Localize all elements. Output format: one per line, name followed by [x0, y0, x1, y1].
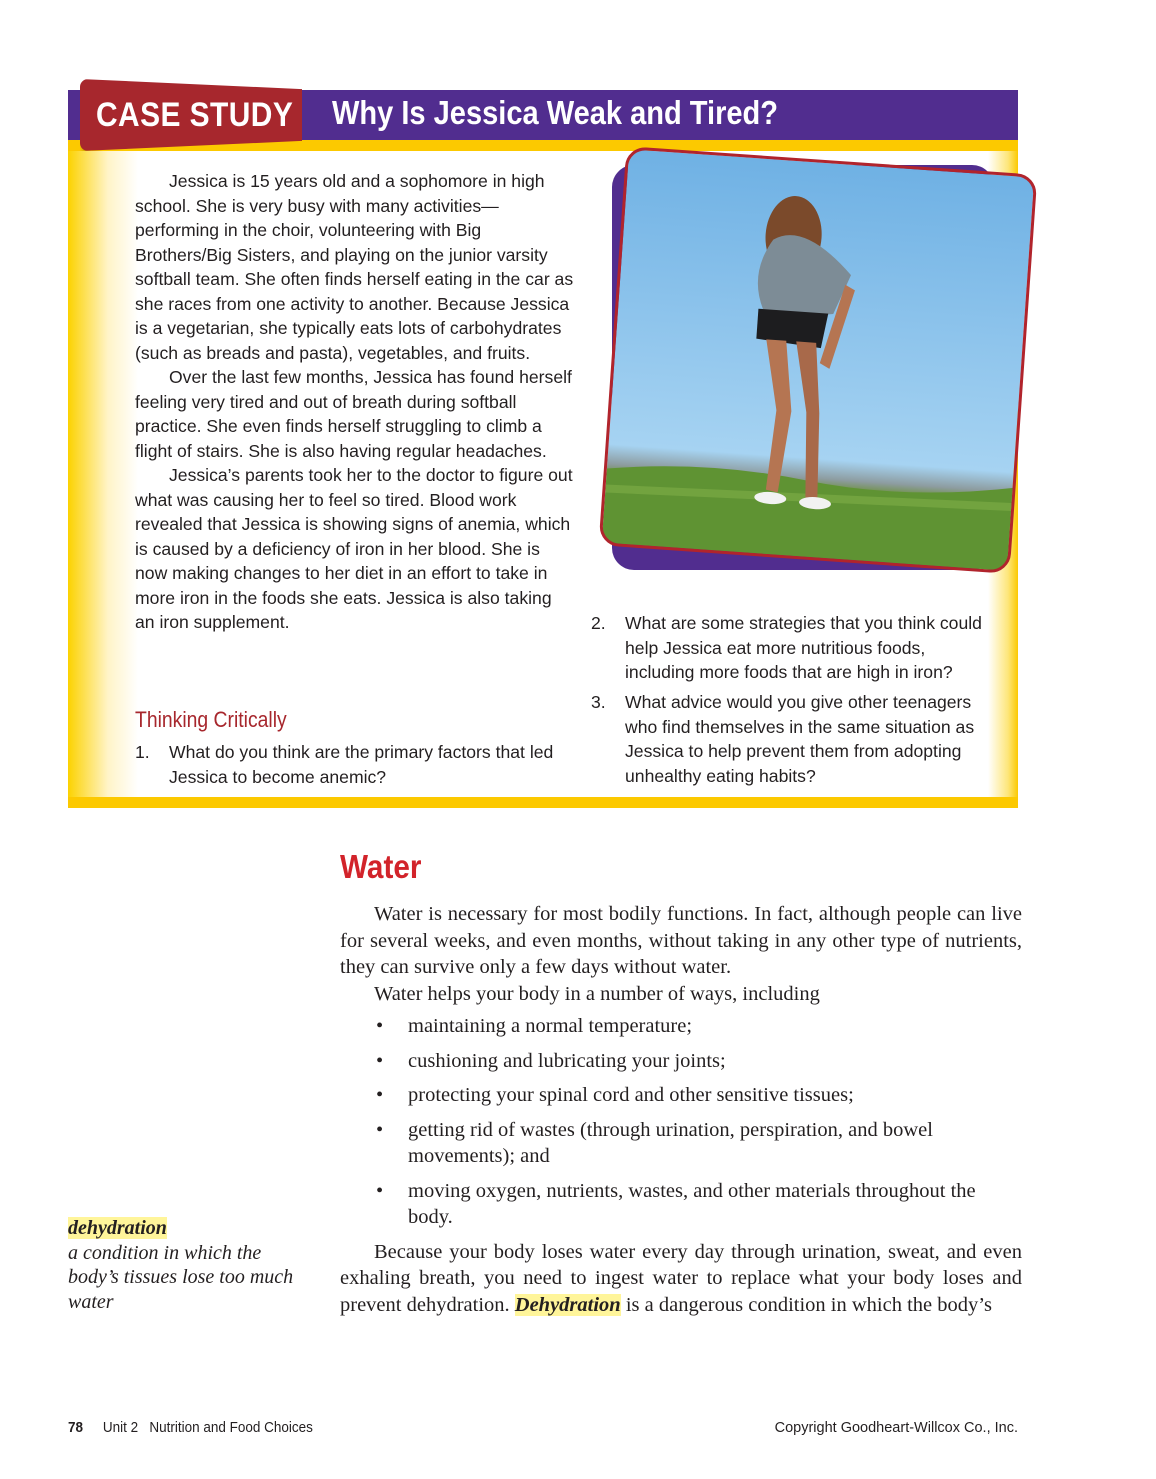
- question-3: [591, 690, 996, 788]
- case-study-text: [135, 169, 575, 635]
- thinking-critically-heading: Thinking Critically: [135, 707, 287, 732]
- case-study-label: CASE STUDY: [96, 96, 294, 134]
- list-item: • cushioning and lubricating your joints;: [340, 1048, 1022, 1075]
- list-item: • getting rid of wastes (through urination, perspiration, and bowel movements); and: [340, 1117, 1022, 1170]
- glossary-entry: [68, 1216, 308, 1314]
- paragraph: Water helps your body in a number of ways, including: [374, 982, 820, 1005]
- runner-figure: [601, 149, 1037, 574]
- glossary-definition: a condition in which the body’s tissues lose too much water: [68, 1241, 294, 1313]
- question-number: 2.: [591, 613, 606, 633]
- text: Because your body loses water every day through urination, sweat, and even exhaling breath, you need to ingest water to replace what your body loses and prevent dehydration.: [340, 1240, 1022, 1316]
- divider: [68, 797, 1018, 808]
- list-item: • maintaining a normal temperature;: [340, 1013, 1022, 1040]
- unit-title: Unit 2 Nutrition and Food Choices: [102, 1419, 313, 1436]
- copyright: Copyright Goodheart-Willcox Co., Inc.: [774, 1420, 1018, 1436]
- page-number: 78: [68, 1419, 84, 1436]
- key-term-dehydration: Dehydration: [514, 1293, 621, 1316]
- list-item: • protecting your spinal cord and other sensitive tissues;: [340, 1082, 1022, 1109]
- paragraph: Over the last few months, Jessica has found herself feeling very tired and out of breath during softball practice. She even finds herself struggling to climb a flight of stairs. She is also having regular headaches.: [135, 367, 572, 461]
- bullet-list: [340, 1013, 1022, 1231]
- case-study-title: Why Is Jessica Weak and Tired?: [332, 94, 779, 131]
- glossary-term: dehydration: [68, 1217, 167, 1239]
- text: is a dangerous condition in which the body’s: [620, 1293, 992, 1316]
- page-footer: [68, 1419, 313, 1436]
- question-text: What advice would you give other teenagers who find themselves in the same situation as Jessica to help prevent them from adopting unhealthy eating habits?: [625, 692, 975, 786]
- paragraph: Jessica is 15 years old and a sophomore in high school. She is very busy with many activities—performing in the choir, volunteering with Big Brothers/Big Sisters, and playing on the junior varsity softball team. She often finds herself eating in the car as she races from one activity to another. Because Jessica is a vegetarian, she typically eats lots of carbohydrates (such as breads and pasta), vegetables, and fruits.: [135, 171, 574, 363]
- question-text: What are some strategies that you think could help Jessica eat more nutritious foods, including more foods that are high in iron?: [625, 613, 982, 682]
- question-text: What do you think are the primary factors that led Jessica to become anemic?: [169, 742, 554, 787]
- section-heading-water: Water: [340, 848, 422, 885]
- list-item: • moving oxygen, nutrients, wastes, and other materials throughout the body.: [340, 1178, 1022, 1231]
- paragraph: Water is necessary for most bodily functions. In fact, although people can live for several weeks, and even months, without taking in any other type of nutrients, they can survive only a few days without water.: [340, 903, 1022, 978]
- question-number: 3.: [591, 692, 606, 712]
- paragraph: Jessica’s parents took her to the doctor to figure out what was causing her to feel so tired. Blood work revealed that Jessica is showing signs of anemia, which is caused by a deficiency of iron in her blood. She is now making changes to her diet in an effort to take in more iron in the foods she eats. Jessica is also taking an iron supplement.: [135, 465, 573, 632]
- photo-tired-runner: [599, 146, 1038, 574]
- question-1: [135, 740, 575, 789]
- question-2: [591, 611, 996, 685]
- question-number: 1.: [135, 742, 150, 762]
- water-section-body: [340, 901, 1022, 1318]
- paragraph: [340, 1239, 1022, 1319]
